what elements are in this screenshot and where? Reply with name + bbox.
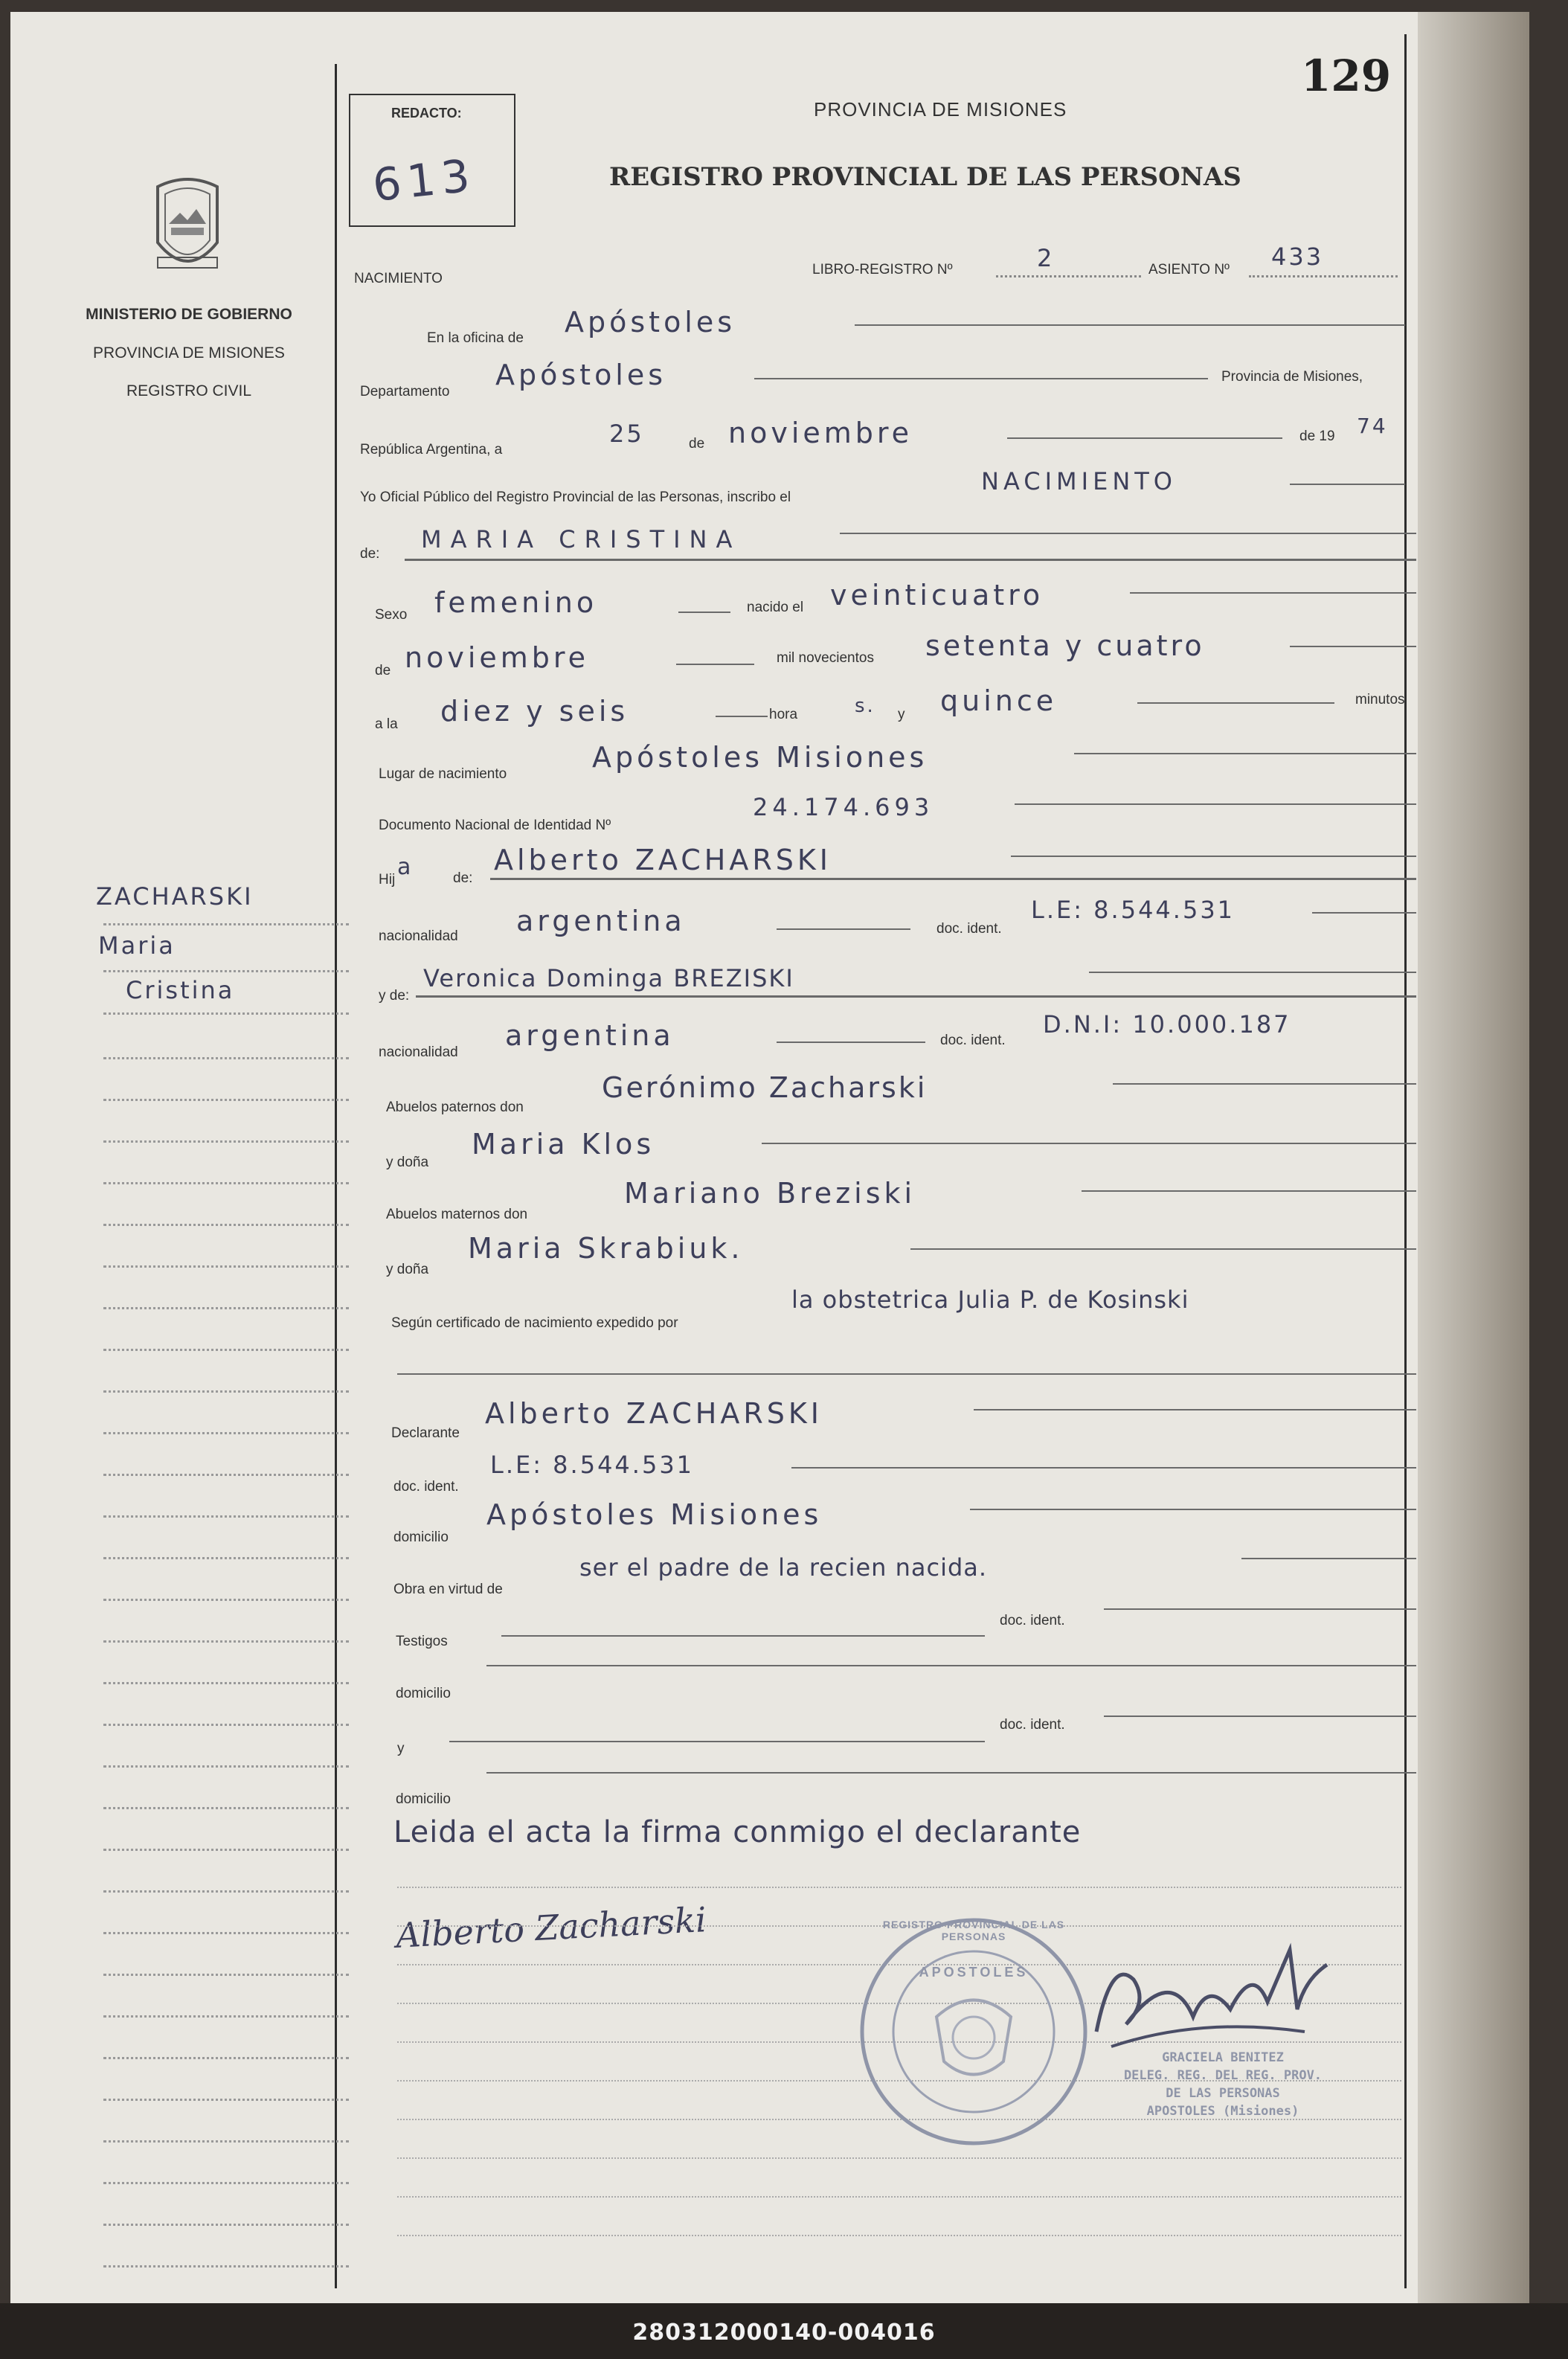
official-signature-icon: [1082, 1935, 1334, 2061]
padre-doc-label: doc. ident.: [936, 921, 1002, 937]
departamento-value: Apóstoles: [495, 359, 667, 391]
abuela-mat-value: Maria Skrabiuk.: [468, 1232, 744, 1265]
padre-doc-value: L.E: 8.544.531: [1031, 896, 1236, 924]
madre-nac-label: nacionalidad: [379, 1044, 458, 1060]
oficina-value: Apóstoles: [565, 306, 736, 338]
margin-dots: [103, 923, 349, 925]
declarante-doc-value: L.E: 8.544.531: [490, 1451, 695, 1479]
abuelo-mat-rule: [1082, 1190, 1416, 1192]
margin-dot-line: [103, 1640, 349, 1643]
padre-nac-value: argentina: [516, 905, 686, 937]
mes-value: noviembre: [728, 417, 913, 449]
nombre-value: MARIA CRISTINA: [421, 525, 742, 553]
margin-dot-line: [103, 1974, 349, 1976]
padre-de-label: de:: [453, 870, 473, 886]
ministry-line1: MINISTERIO DE GOBIERNO: [86, 306, 292, 323]
abuela-mat-label: y doña: [386, 1262, 429, 1277]
margin-note-line3: Cristina: [126, 976, 235, 1004]
nombre-rule-bottom: [405, 559, 1416, 561]
nombre-rule-top: [840, 533, 1416, 534]
domicilio-rule: [970, 1509, 1416, 1510]
de-label: de: [689, 436, 705, 452]
dni-value: 24.174.693: [753, 793, 934, 821]
dni-rule: [1015, 803, 1416, 805]
margin-dot-line: [103, 1807, 349, 1809]
header-province: PROVINCIA DE MISIONES: [814, 98, 1067, 121]
certificado-value: la obstetrica Julia P. de Kosinski: [791, 1286, 1189, 1314]
obra-label: Obra en virtud de: [393, 1582, 503, 1597]
asiento-dots: [1249, 275, 1398, 277]
margin-dot-line: [103, 1140, 349, 1143]
madre-rule-bottom: [416, 995, 1416, 998]
hora-suffix: s.: [855, 695, 875, 717]
right-column-line: [1404, 34, 1407, 2288]
nacido-rule: [1130, 592, 1416, 594]
abuelo-pat-value: Gerónimo Zacharski: [602, 1071, 928, 1104]
margin-dot-line: [103, 2224, 349, 2226]
abuela-mat-rule: [910, 1248, 1416, 1250]
madre-nac-value: argentina: [505, 1019, 675, 1052]
closing-text: Leida el acta la firma conmigo el declarante: [393, 1815, 1082, 1849]
abuela-pat-rule: [762, 1143, 1416, 1144]
margin-note-line2: Maria: [98, 931, 176, 960]
asiento-value: 433: [1271, 243, 1324, 271]
form-dot-line: [397, 2157, 1401, 2159]
testigo2-domicilio-label: domicilio: [396, 1791, 451, 1807]
padre-nac-label: nacionalidad: [379, 928, 458, 944]
ministry-line2: PROVINCIA DE MISIONES: [93, 344, 285, 362]
mes-rule: [1007, 437, 1282, 439]
margin-dot-line: [103, 1890, 349, 1893]
round-stamp-text: REGISTRO PROVINCIAL DE LAS PERSONAS: [882, 1919, 1065, 1942]
declarante-value: Alberto ZACHARSKI: [485, 1397, 823, 1430]
margin-dot-line: [103, 1224, 349, 1226]
obra-value: ser el padre de la recien nacida.: [579, 1553, 988, 1582]
redacto-value: 613: [370, 149, 478, 213]
libro-dots: [996, 275, 1141, 277]
margin-dot-line: [103, 1849, 349, 1851]
testigo2-doc-rule: [1104, 1716, 1416, 1717]
margin-dot-line: [103, 1432, 349, 1434]
margin-note-line1: ZACHARSKI: [96, 882, 254, 911]
obra-rule: [1241, 1558, 1416, 1559]
hijo-suffix: a: [397, 854, 414, 880]
sexo-label: Sexo: [375, 607, 408, 623]
margin-dot-line: [103, 1765, 349, 1768]
hora-label: hora: [769, 707, 798, 722]
nacido-mes-rule: [676, 664, 754, 665]
form-dot-line: [397, 2235, 1401, 2236]
oficina-label: En la oficina de: [427, 330, 524, 346]
padre-rule-bottom: [490, 878, 1416, 880]
margin-dot-line: [103, 1057, 349, 1059]
margin-dot-line: [103, 1599, 349, 1601]
padre-rule-top: [1011, 856, 1416, 857]
testigo2-domicilio-rule: [486, 1772, 1416, 1774]
round-stamp-inner: APOSTOLES: [919, 1965, 1029, 1980]
domicilio-label: domicilio: [393, 1530, 449, 1545]
testigo2-y-label: y: [397, 1741, 405, 1756]
dni-label: Documento Nacional de Identidad Nº: [379, 818, 611, 833]
margin-dot-line: [103, 2015, 349, 2018]
acto-value: NACIMIENTO: [981, 467, 1177, 495]
padre-value: Alberto ZACHARSKI: [494, 844, 832, 876]
ministry-seal-icon: [143, 172, 232, 283]
madre-nac-rule: [777, 1042, 925, 1043]
rect-stamp: [1082, 2049, 1364, 2120]
rect-stamp-line4: APOSTOLES (Misiones): [1146, 2104, 1299, 2119]
madre-rule-top: [1089, 972, 1416, 973]
y-de-label: y de:: [379, 988, 410, 1004]
margin-dot-line: [103, 1515, 349, 1518]
testigos-doc-label: doc. ident.: [1000, 1613, 1065, 1628]
rect-stamp-line2: DELEG. REG. DEL REG. PROV.: [1123, 2068, 1323, 2083]
margin-dot-line: [103, 1307, 349, 1309]
minutos-label: minutos: [1355, 692, 1405, 707]
margin-dot-line: [103, 1932, 349, 1934]
margin-dot-line: [103, 2057, 349, 2059]
margin-dot-line: [103, 1099, 349, 1101]
minutos-rule: [1137, 702, 1334, 704]
a-la-label: a la: [375, 716, 398, 732]
madre-doc-label: doc. ident.: [940, 1033, 1006, 1048]
margin-dot-line: [103, 2140, 349, 2143]
departamento-label: Departamento: [360, 384, 450, 399]
testigo2-doc-label: doc. ident.: [1000, 1717, 1065, 1733]
departamento-rule: [754, 378, 1208, 379]
anio-letras-rule: [1290, 646, 1416, 647]
madre-doc-value: D.N.I: 10.000.187: [1043, 1010, 1291, 1039]
margin-dot-line: [103, 1265, 349, 1268]
header-registry: REGISTRO PROVINCIAL DE LAS PERSONAS: [609, 162, 1241, 192]
sexo-value: femenino: [434, 586, 598, 619]
declarante-rule: [974, 1409, 1416, 1410]
margin-dot-line: [103, 1557, 349, 1559]
margin-dot-line: [103, 2265, 349, 2267]
sexo-rule: [678, 612, 730, 613]
mil-label: mil novecientos: [777, 650, 874, 666]
margin-dot-line: [103, 1682, 349, 1684]
form-dot-line: [397, 1887, 1401, 1888]
libro-value: 2: [1037, 244, 1055, 272]
margin-dots: [103, 1012, 349, 1015]
oficina-rule: [855, 324, 1405, 326]
book-spine: [1418, 12, 1529, 2303]
libro-label: LIBRO-REGISTRO Nº: [812, 262, 953, 277]
lugar-rule: [1074, 753, 1416, 754]
ministry-line3: REGISTRO CIVIL: [126, 382, 252, 399]
minutos-value: quince: [940, 684, 1058, 717]
rect-stamp-line3: DE LAS PERSONAS: [1166, 2086, 1280, 2101]
round-stamp: [855, 1913, 1093, 2151]
redacto-box: [349, 94, 515, 227]
testigos-rule: [501, 1635, 985, 1637]
lugar-value: Apóstoles Misiones: [592, 741, 928, 774]
oficial-label: Yo Oficial Público del Registro Provincial de las Personas, inscribo el: [360, 490, 791, 505]
rect-stamp-line1: GRACIELA BENITEZ: [1162, 2050, 1284, 2065]
margin-dot-line: [103, 2099, 349, 2101]
margin-dot-line: [103, 1390, 349, 1393]
left-column-line: [335, 64, 337, 2288]
margin-dot-line: [103, 1182, 349, 1184]
testigo1-domicilio-rule: [486, 1665, 1416, 1666]
nacido-label: nacido el: [747, 600, 804, 615]
page-number: 129: [1301, 51, 1392, 101]
domicilio-value: Apóstoles Misiones: [486, 1498, 823, 1531]
header-section: NACIMIENTO: [354, 271, 443, 286]
certificado-label: Según certificado de nacimiento expedido por: [391, 1315, 678, 1331]
abuelos-mat-label: Abuelos maternos don: [386, 1207, 528, 1222]
image-caption: 280312000140-004016: [632, 2320, 936, 2346]
abuela-pat-value: Maria Klos: [472, 1128, 655, 1161]
declarante-label: Declarante: [391, 1425, 460, 1441]
anio-letras-value: setenta y cuatro: [925, 629, 1205, 662]
hijo-label: Hij: [379, 872, 396, 888]
lugar-label: Lugar de nacimiento: [379, 766, 507, 782]
anio-value: 74: [1357, 414, 1388, 438]
form-dot-line: [397, 2196, 1401, 2198]
margin-dot-line: [103, 2182, 349, 2184]
abuelo-mat-value: Mariano Breziski: [624, 1177, 916, 1210]
testigos-doc-rule: [1104, 1608, 1416, 1610]
anio-label: de 19: [1299, 429, 1335, 444]
republica-label: República Argentina, a: [360, 442, 503, 458]
certificado-rule-2: [397, 1373, 1416, 1375]
y-label: y: [898, 707, 905, 722]
hora-rule: [716, 716, 768, 717]
document-page: [10, 12, 1418, 2303]
abuelos-pat-label: Abuelos paternos don: [386, 1100, 524, 1115]
de-mes-label: de: [375, 663, 391, 678]
declarante-doc-label: doc. ident.: [393, 1479, 459, 1495]
redacto-label: REDACTO:: [391, 106, 462, 121]
madre-value: Veronica Dominga BREZISKI: [423, 964, 794, 992]
margin-dot-line: [103, 1724, 349, 1726]
margin-dots: [103, 970, 349, 972]
asiento-label: ASIENTO Nº: [1148, 262, 1230, 277]
de-persona-label: de:: [360, 546, 380, 562]
abuelo-pat-rule: [1113, 1083, 1416, 1085]
acto-rule: [1290, 484, 1405, 485]
nacido-dia-value: veinticuatro: [830, 579, 1044, 612]
testigo1-domicilio-label: domicilio: [396, 1686, 451, 1701]
abuela-pat-label: y doña: [386, 1155, 429, 1170]
dia-value: 25: [609, 420, 644, 448]
provincia-label: Provincia de Misiones,: [1221, 369, 1363, 385]
margin-dot-line: [103, 1474, 349, 1476]
nacido-mes-value: noviembre: [405, 641, 590, 674]
declarante-signature: Alberto Zacharski: [394, 1899, 707, 1956]
padre-nac-rule: [777, 928, 910, 930]
testigo2-rule: [449, 1741, 985, 1742]
testigos-label: Testigos: [396, 1634, 448, 1649]
padre-doc-rule: [1312, 912, 1416, 914]
declarante-doc-rule: [791, 1467, 1416, 1469]
margin-dot-line: [103, 1349, 349, 1351]
hora-value: diez y seis: [440, 695, 629, 728]
